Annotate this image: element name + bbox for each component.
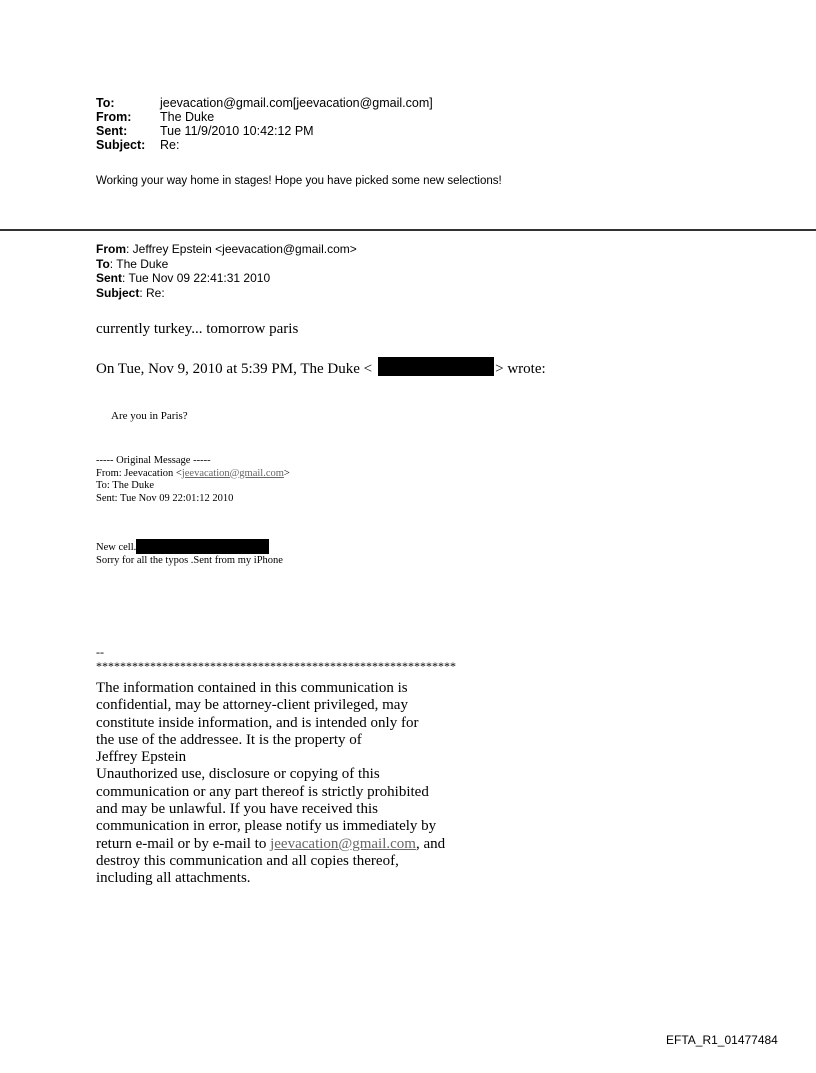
- original-from-prefix: From: Jeevacation <: [96, 467, 182, 479]
- reply-sent-row: [96, 271, 357, 286]
- reply-from-value: : Jeffrey Epstein <jeevacation@gmail.com>: [126, 242, 357, 256]
- reply-subject-row: [96, 286, 357, 301]
- sent-value: Tue 11/9/2010 10:42:12 PM: [160, 124, 314, 138]
- to-label: To:: [96, 96, 115, 110]
- disclaimer-line: communication or any part thereof is strictly prohibited: [96, 783, 429, 800]
- to-value: jeevacation@gmail.com[jeevacation@gmail.com]: [160, 96, 433, 110]
- original-from-suffix: >: [283, 467, 290, 479]
- subject-value: Re:: [160, 138, 180, 152]
- from-value: The Duke: [160, 110, 215, 124]
- disclaimer-line: The information contained in this communication is: [96, 680, 408, 696]
- quote-intro: [96, 357, 546, 378]
- reply-to-row: [96, 257, 357, 272]
- original-from: [96, 468, 290, 481]
- original-separator: ----- Original Message -----: [96, 455, 211, 466]
- original-from-email-link[interactable]: jeevacation@gmail.com: [181, 467, 284, 479]
- from-row: [96, 110, 433, 124]
- signature-dashes: --: [96, 645, 104, 659]
- disclaimer: [96, 680, 556, 888]
- disclaimer-line: destroy this communication and all copies thereof,: [96, 852, 399, 869]
- original-sent: Sent: Tue Nov 09 22:01:12 2010: [96, 492, 234, 504]
- disclaimer-line10-after: , and: [415, 835, 446, 852]
- reply-from-label: From: [96, 242, 126, 256]
- typos-line: Sorry for all the typos .Sent from my iPhone: [96, 555, 283, 566]
- reply-text: currently turkey... tomorrow paris: [96, 321, 299, 337]
- to-row: [96, 96, 433, 110]
- reply-to-label: To: [96, 256, 110, 271]
- divider: [0, 229, 816, 231]
- disclaimer-line: [96, 836, 556, 853]
- document-id: EFTA_R1_01477484: [666, 1033, 778, 1047]
- signature-separator: [96, 645, 456, 673]
- redaction-box: [378, 357, 494, 376]
- disclaimer-line: including all attachments.: [96, 870, 251, 887]
- disclaimer-line: the use of the addressee. It is the property of: [96, 731, 362, 748]
- disclaimer-line: confidential, may be attorney-client privileged, may: [96, 697, 408, 714]
- disclaimer-line: Unauthorized use, disclosure or copying of this: [96, 766, 380, 783]
- sent-row: [96, 124, 433, 138]
- email-header-reply: [96, 242, 357, 300]
- disclaimer-line10-before: return e-mail or by e-mail to: [96, 835, 271, 852]
- quote-intro-before: On Tue, Nov 9, 2010 at 5:39 PM, The Duke <: [96, 361, 373, 377]
- subject-row: [96, 138, 433, 152]
- sent-label: Sent:: [96, 124, 128, 138]
- disclaimer-line: and may be unlawful. If you have received this: [96, 801, 378, 818]
- disclaimer-line: Jeffrey Epstein: [96, 749, 187, 766]
- reply-sent-value: : Tue Nov 09 22:41:31 2010: [122, 271, 271, 285]
- subject-label: Subject:: [96, 138, 146, 152]
- reply-to-value: : The Duke: [109, 256, 169, 271]
- email-body-primary: Working your way home in stages! Hope you have picked some new selections!: [96, 175, 502, 187]
- disclaimer-line: constitute inside information, and is intended only for: [96, 714, 419, 731]
- original-to: To: The Duke: [96, 480, 154, 491]
- redaction-box: [136, 539, 269, 554]
- cell-block: [96, 539, 283, 567]
- disclaimer-email-link[interactable]: jeevacation@gmail.com: [270, 835, 416, 852]
- original-message: [96, 455, 290, 505]
- reply-from-row: [96, 242, 357, 257]
- cell-label: New cell.: [96, 542, 137, 553]
- quote-intro-after: > wrote:: [495, 361, 546, 377]
- email-header-primary: [96, 96, 433, 152]
- quoted-question: Are you in Paris?: [111, 410, 188, 422]
- reply-subject-value: : Re:: [139, 285, 165, 300]
- reply-subject-label: Subject: [96, 285, 140, 300]
- cell-line: [96, 539, 283, 554]
- disclaimer-line: communication in error, please notify us immediately by: [96, 818, 437, 835]
- signature-stars: ************************************************************: [96, 659, 456, 673]
- from-label: From:: [96, 110, 132, 124]
- reply-sent-label: Sent: [96, 271, 123, 285]
